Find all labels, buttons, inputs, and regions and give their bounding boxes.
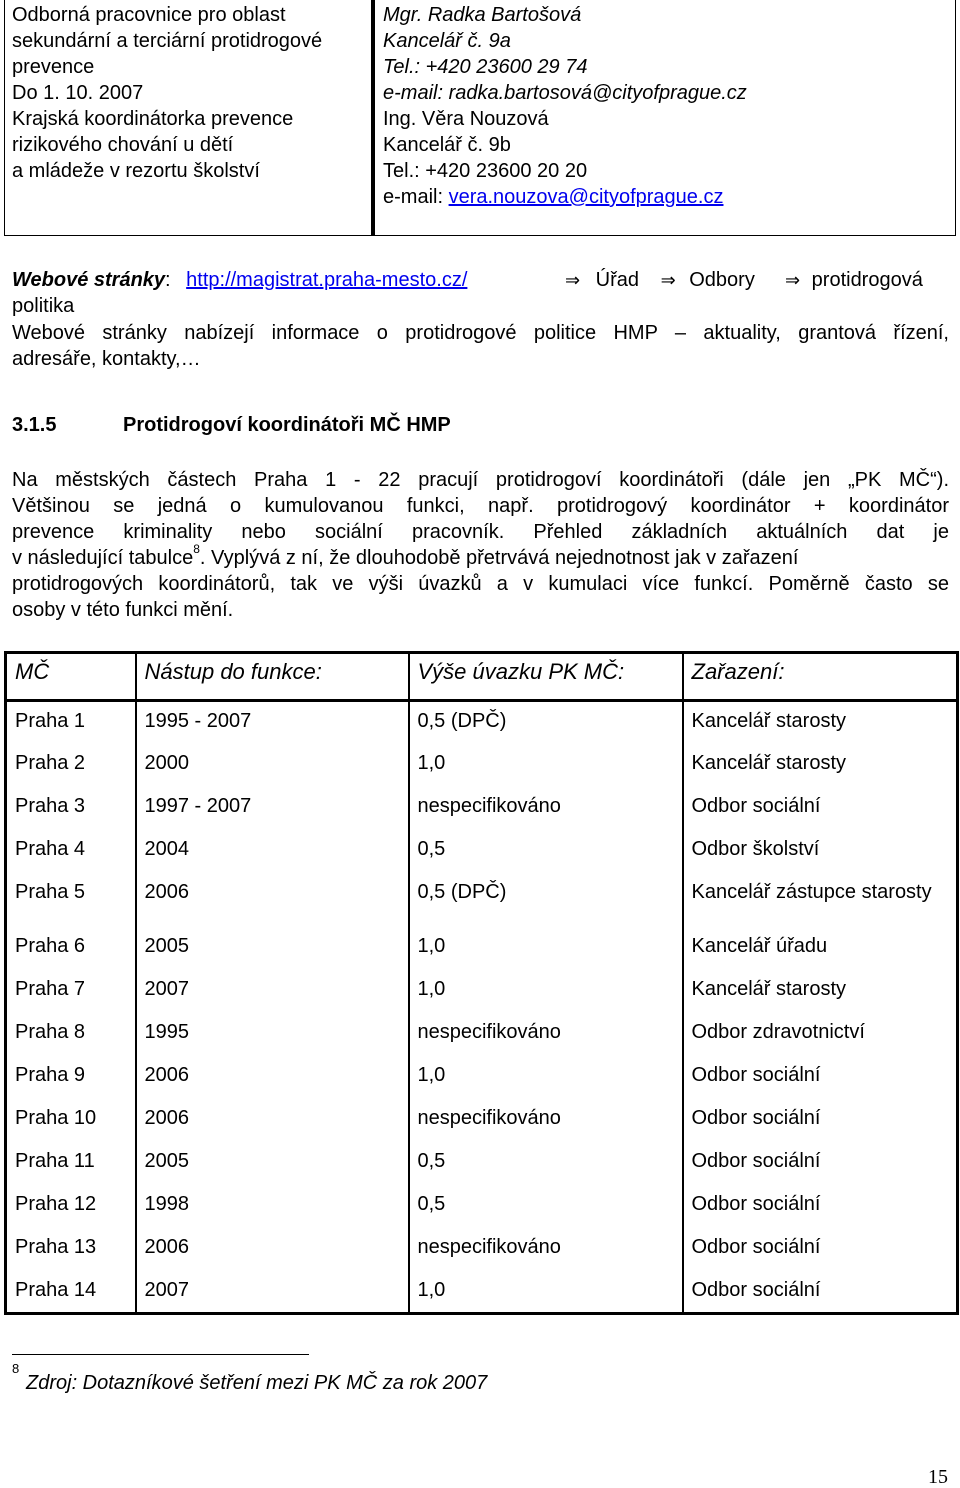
paragraph-line: osoby v této funkci mění.	[12, 599, 234, 621]
table-row	[6, 1271, 958, 1314]
table-header-cell: Nástup do funkce:	[136, 653, 409, 701]
web-path-item: Úřad	[595, 269, 640, 291]
paragraph-line: Na městských částech Praha 1 - 22 pracují protidrogoví koordinátoři (dále jen „PK MČ“).	[12, 469, 949, 491]
table-cell: 1995	[136, 1013, 409, 1056]
table-cell: 1,0	[409, 1056, 683, 1099]
table-cell: Praha 12	[6, 1185, 136, 1228]
table-cell: 1,0	[409, 927, 683, 970]
table-row	[6, 970, 958, 1013]
table-cell: Kancelář starosty	[683, 970, 958, 1013]
table-cell: 2005	[136, 927, 409, 970]
table-cell: Praha 6	[6, 927, 136, 970]
web-desc-line: adresáře, kontakty,…	[12, 348, 201, 370]
web-path	[565, 267, 755, 294]
person2-tel: Tel.: +420 23600 20 20	[383, 160, 588, 182]
table-header-cell: Zařazení:	[683, 653, 958, 701]
web-colon: :	[165, 269, 171, 291]
table-cell: 2006	[136, 1228, 409, 1271]
web-path-last	[785, 267, 923, 294]
table-cell: Odbor sociální	[683, 787, 958, 830]
arrow-right-icon: ⇒	[565, 270, 581, 291]
table-cell: Praha 9	[6, 1056, 136, 1099]
web-desc-line: Webové stránky nabízejí informace o protidrogové politice HMP – aktuality, grantová řízení,	[12, 322, 949, 344]
table-row	[6, 873, 958, 927]
table-cell: Kancelář starosty	[683, 744, 958, 787]
table-row	[6, 787, 958, 830]
table-cell: Praha 11	[6, 1142, 136, 1185]
table-cell: Kancelář úřadu	[683, 927, 958, 970]
table-cell: Praha 1	[6, 701, 136, 744]
person2-name: Ing. Věra Nouzová	[383, 108, 549, 130]
table-cell: Odbor sociální	[683, 1056, 958, 1099]
table-cell: Kancelář zástupce starosty	[683, 873, 958, 927]
table-header-row	[6, 653, 958, 701]
web-path-cont: politika	[12, 295, 75, 317]
web-url-link[interactable]: http://magistrat.praha-mesto.cz/	[186, 269, 468, 291]
contacts-left-line: rizikového chování u dětí	[12, 134, 234, 156]
table-cell: 2006	[136, 1056, 409, 1099]
table-row	[6, 1142, 958, 1185]
table-cell: Odbor sociální	[683, 1185, 958, 1228]
contacts-left-line: prevence	[12, 56, 95, 78]
person2-email-label: e-mail:	[383, 186, 449, 208]
person2-office: Kancelář č. 9b	[383, 134, 511, 156]
section-title: Protidrogoví koordinátoři MČ HMP	[123, 414, 451, 436]
paragraph-line: protidrogových koordinátorů, tak ve výši úvazků a v kumulaci více funkcí. Poměrně často se	[12, 573, 949, 595]
web-label: Webové stránky	[12, 269, 166, 291]
table-cell: nespecifikováno	[409, 787, 683, 830]
table-cell: 2006	[136, 1099, 409, 1142]
table-row	[6, 1056, 958, 1099]
table-header-cell: MČ	[6, 653, 136, 701]
page-number: 15	[928, 1466, 948, 1488]
table-cell: Praha 2	[6, 744, 136, 787]
table-cell: 0,5	[409, 1142, 683, 1185]
paragraph-line: prevence kriminality nebo sociální pracovník. Přehled základních aktuálních dat je	[12, 521, 949, 543]
table-cell: Odbor sociální	[683, 1228, 958, 1271]
table-cell: 0,5 (DPČ)	[409, 873, 683, 927]
web-path-item: Odbory	[689, 269, 755, 291]
table-cell: Praha 5	[6, 873, 136, 927]
paragraph-text: v následující tabulce	[12, 547, 194, 569]
person1-office: Kancelář č. 9a	[383, 30, 511, 52]
contacts-left-line: Krajská koordinátorka prevence	[12, 108, 294, 130]
table-row	[6, 830, 958, 873]
table-cell: Odbor školství	[683, 830, 958, 873]
contacts-left-line: Odborná pracovnice pro oblast	[12, 4, 286, 26]
table-row	[6, 701, 958, 744]
footnote-rule	[12, 1354, 309, 1355]
contacts-left-line: a mládeže v rezortu školství	[12, 160, 260, 182]
footnote-text: Zdroj: Dotazníkové šetření mezi PK MČ za rok 2007	[26, 1372, 488, 1394]
table-cell: 2006	[136, 873, 409, 927]
table-cell: Odbor sociální	[683, 1271, 958, 1314]
footnote-ref: 8	[193, 542, 200, 556]
table-cell: Kancelář starosty	[683, 701, 958, 744]
paragraph-line	[12, 542, 949, 571]
table-cell: 1995 - 2007	[136, 701, 409, 744]
person2-email	[383, 184, 723, 210]
table-cell: 1998	[136, 1185, 409, 1228]
section-number: 3.1.5	[12, 414, 57, 436]
contacts-left-line: sekundární a terciární protidrogové	[12, 30, 323, 52]
table-cell: 1997 - 2007	[136, 787, 409, 830]
arrow-right-icon: ⇒	[785, 270, 801, 291]
table-cell: 1,0	[409, 744, 683, 787]
table-row	[6, 744, 958, 787]
paragraph-line: Většinou se jedná o kumulovanou funkci, např. protidrogový koordinátor + koordinátor	[12, 495, 949, 517]
table-cell: Praha 13	[6, 1228, 136, 1271]
table-cell: Odbor sociální	[683, 1142, 958, 1185]
table-cell: 2007	[136, 970, 409, 1013]
contacts-left-line: Do 1. 10. 2007	[12, 82, 144, 104]
table-cell: 0,5	[409, 1185, 683, 1228]
table-row	[6, 927, 958, 970]
paragraph-text: . Vyplývá z ní, že dlouhodobě přetrvává nejednotnost jak v zařazení	[199, 547, 799, 569]
table-cell: Praha 7	[6, 970, 136, 1013]
contacts-divider	[371, 0, 375, 236]
mc-coordinators-table	[4, 651, 959, 1315]
table-cell: 2005	[136, 1142, 409, 1185]
person1-email[interactable]: e-mail: radka.bartosová@cityofprague.cz	[383, 82, 747, 104]
table-row	[6, 1013, 958, 1056]
person1-name: Mgr. Radka Bartošová	[383, 4, 582, 26]
table-cell: Odbor sociální	[683, 1099, 958, 1142]
table-cell: Praha 8	[6, 1013, 136, 1056]
table-row	[6, 1099, 958, 1142]
table-row	[6, 1185, 958, 1228]
person2-email-link[interactable]: vera.nouzova@cityofprague.cz	[448, 186, 724, 208]
arrow-right-icon: ⇒	[660, 270, 676, 291]
table-cell: 2004	[136, 830, 409, 873]
table-cell: 2007	[136, 1271, 409, 1314]
table-cell: 2000	[136, 744, 409, 787]
table-cell: Praha 3	[6, 787, 136, 830]
table-cell: Praha 4	[6, 830, 136, 873]
table-cell: 1,0	[409, 1271, 683, 1314]
person1-tel: Tel.: +420 23600 29 74	[383, 56, 588, 78]
table-row	[6, 1228, 958, 1271]
table-cell: 0,5 (DPČ)	[409, 701, 683, 744]
table-cell: Odbor zdravotnictví	[683, 1013, 958, 1056]
footnote-number: 8	[12, 1361, 20, 1376]
table-cell: 0,5	[409, 830, 683, 873]
table-cell: 1,0	[409, 970, 683, 1013]
table-cell: nespecifikováno	[409, 1013, 683, 1056]
web-path-item: protidrogová	[811, 269, 923, 291]
table-header-cell: Výše úvazku PK MČ:	[409, 653, 683, 701]
table-cell: nespecifikováno	[409, 1228, 683, 1271]
table-cell: Praha 10	[6, 1099, 136, 1142]
table-cell: Praha 14	[6, 1271, 136, 1314]
table-cell: nespecifikováno	[409, 1099, 683, 1142]
